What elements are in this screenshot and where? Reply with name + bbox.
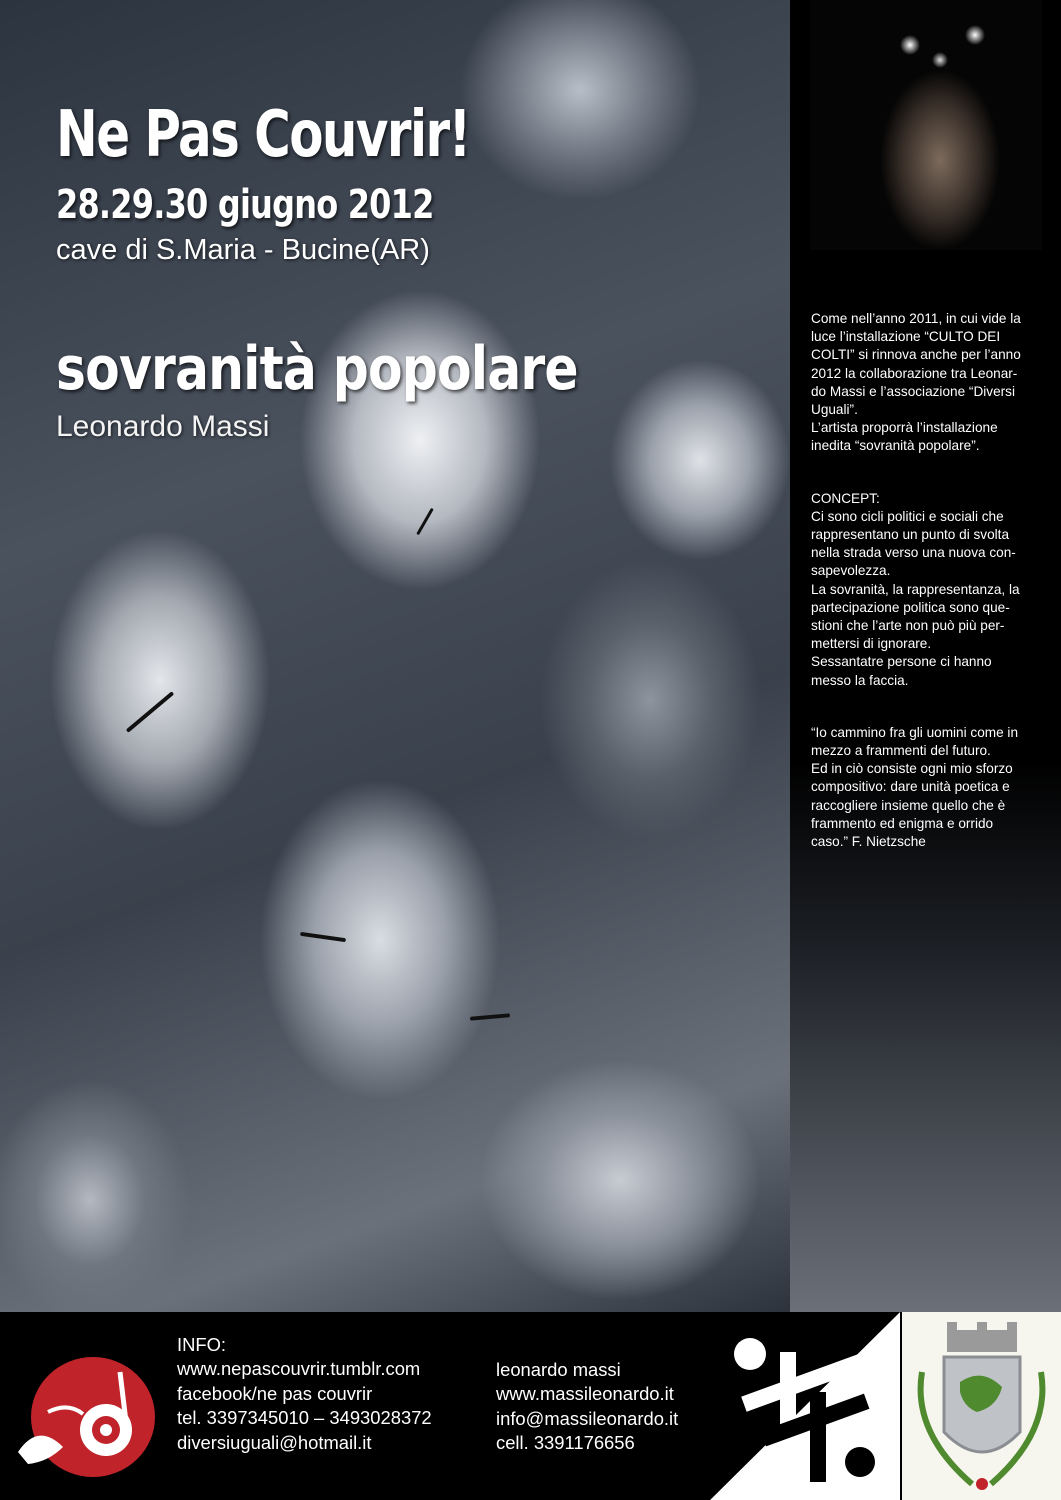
text-line: partecipazione politica sono que- bbox=[811, 599, 1010, 615]
mask-eye-mark bbox=[300, 932, 346, 942]
text-line: Uguali”. bbox=[811, 402, 858, 418]
text-line: stioni che l’arte non può più per- bbox=[811, 618, 1005, 634]
quote-paragraph bbox=[811, 724, 1051, 851]
event-venue: cave di S.Maria - Bucine(AR) bbox=[56, 234, 430, 266]
artist-phone: cell. 3391176656 bbox=[496, 1432, 635, 1454]
text-line: rappresentano un punto di svolta bbox=[811, 527, 1010, 543]
text-line: do Massi e l’associazione “Diversi bbox=[811, 383, 1015, 399]
artist-email-link[interactable]: info@massileonardo.it bbox=[496, 1407, 679, 1429]
mask-eye-mark bbox=[416, 508, 434, 535]
municipal-crest-icon bbox=[902, 1312, 1061, 1500]
concept-heading: CONCEPT: bbox=[811, 490, 880, 506]
description-text bbox=[811, 310, 1051, 885]
text-line: mezzo a frammenti del futuro. bbox=[811, 743, 991, 759]
intro-paragraph bbox=[811, 310, 1051, 456]
info-block bbox=[177, 1333, 432, 1455]
description-column bbox=[790, 0, 1061, 1312]
text-line: Come nell’anno 2011, in cui vide la bbox=[811, 311, 1021, 326]
text-line: caso.” F. Nietzsche bbox=[811, 834, 926, 850]
artist-contact-block bbox=[496, 1358, 678, 1456]
event-dates: 28.29.30 giugno 2012 bbox=[56, 182, 434, 228]
text-line: COLTI” si rinnova anche per l’anno bbox=[811, 347, 1021, 363]
association-logo-icon bbox=[710, 1312, 900, 1500]
phone-numbers: tel. 3397345010 – 3493028372 bbox=[177, 1407, 432, 1429]
work-title: sovranità popolare bbox=[56, 334, 578, 404]
mask-eye-mark bbox=[470, 1013, 510, 1020]
text-line: messo la faccia. bbox=[811, 672, 909, 688]
artist-contact-name: leonardo massi bbox=[496, 1359, 621, 1380]
event-title: Ne Pas Couvrir! bbox=[56, 98, 470, 172]
text-line: Ci sono cicli politici e sociali che bbox=[811, 508, 1004, 524]
text-line: Ed in ciò consiste ogni mio sforzo bbox=[811, 761, 1013, 777]
website-link[interactable]: www.nepascouvrir.tumblr.com bbox=[177, 1358, 421, 1380]
footer bbox=[0, 1312, 1061, 1500]
facebook-link[interactable]: facebook/ne pas couvrir bbox=[177, 1382, 373, 1404]
text-line: mettersi di ignorare. bbox=[811, 636, 932, 652]
text-line: 2012 la collaborazione tra Leonar- bbox=[811, 365, 1018, 381]
email-link[interactable]: diversiuguali@hotmail.it bbox=[177, 1431, 372, 1453]
concept-paragraph bbox=[811, 490, 1051, 690]
artist-website-link[interactable]: www.massileonardo.it bbox=[496, 1383, 674, 1405]
text-line: nella strada verso una nuova con- bbox=[811, 545, 1016, 561]
text-line: raccogliere insieme quello che è bbox=[811, 797, 1006, 813]
info-label: INFO: bbox=[177, 1334, 227, 1355]
performer-photo bbox=[810, 0, 1042, 250]
text-line: compositivo: dare unità poetica e bbox=[811, 779, 1010, 795]
text-line: Sessantatre persone ci hanno bbox=[811, 654, 992, 670]
text-line: inedita “sovranità popolare”. bbox=[811, 438, 980, 454]
festival-logo-icon bbox=[8, 1352, 158, 1482]
text-line: frammento ed enigma e orrido bbox=[811, 815, 994, 831]
text-line: La sovranità, la rappresentanza, la bbox=[811, 581, 1020, 597]
text-line: L’artista proporrà l’installazione bbox=[811, 420, 998, 436]
text-line: luce l’installazione “CULTO DEI bbox=[811, 329, 1001, 345]
artist-name: Leonardo Massi bbox=[56, 410, 270, 443]
text-line: “Io cammino fra gli uomini come in bbox=[811, 724, 1018, 740]
mask-eye-mark bbox=[126, 691, 175, 733]
text-line: sapevolezza. bbox=[811, 563, 891, 579]
